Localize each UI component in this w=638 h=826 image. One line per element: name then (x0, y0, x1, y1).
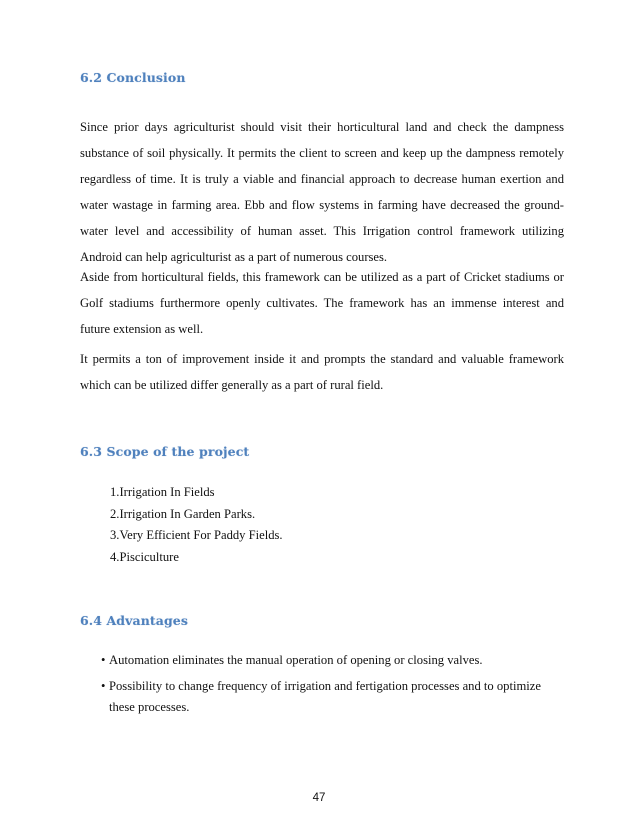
advantage-item (101, 650, 565, 672)
page-number: 47 (312, 792, 326, 804)
scope-heading: 6.3 Scope of the project (80, 444, 250, 459)
scope-list (110, 482, 283, 569)
advantages-heading: 6.4 Advantages (80, 613, 188, 628)
advantage-text: Possibility to change frequency of irrigation and fertigation processes and to optimize these processes. (109, 678, 541, 714)
advantage-item (101, 676, 565, 719)
scope-item: 3.Very Efficient For Paddy Fields. (110, 528, 283, 543)
conclusion-paragraph-3: It permits a ton of improvement inside it and prompts the standard and valuable framework which can be utilized differ generally as a part of rural field. (80, 352, 564, 392)
bullet-icon: • (101, 678, 106, 693)
bullet-icon: • (101, 653, 106, 667)
scope-item: 2.Irrigation In Garden Parks. (110, 506, 256, 521)
scope-item: 1.Irrigation In Fields (110, 485, 215, 499)
advantage-text: Automation eliminates the manual operation of opening or closing valves. (109, 653, 483, 667)
conclusion-paragraph-2: Aside from horticultural fields, this framework can be utilized as a part of Cricket stadiums or Golf stadiums furthermore openly cultivates. The framework has an immense interest and future extension as well. (80, 270, 564, 336)
scope-item: 4.Pisciculture (110, 550, 179, 565)
conclusion-heading: 6.2 Conclusion (80, 70, 186, 85)
conclusion-paragraph-1: Since prior days agriculturist should visit their horticultural land and check the dampness substance of soil physically. It permits the client to screen and keep up the dampness remotely regardless of time. It is truly a viable and financial approach to decrease human exertion and water wastage in farming area. Ebb and flow systems in farming have decreased the ground-water level and accessibility of human asset. This Irrigation control framework utilizing Android can help agriculturist as a part of numerous courses. (80, 120, 564, 264)
advantages-list (101, 650, 565, 723)
